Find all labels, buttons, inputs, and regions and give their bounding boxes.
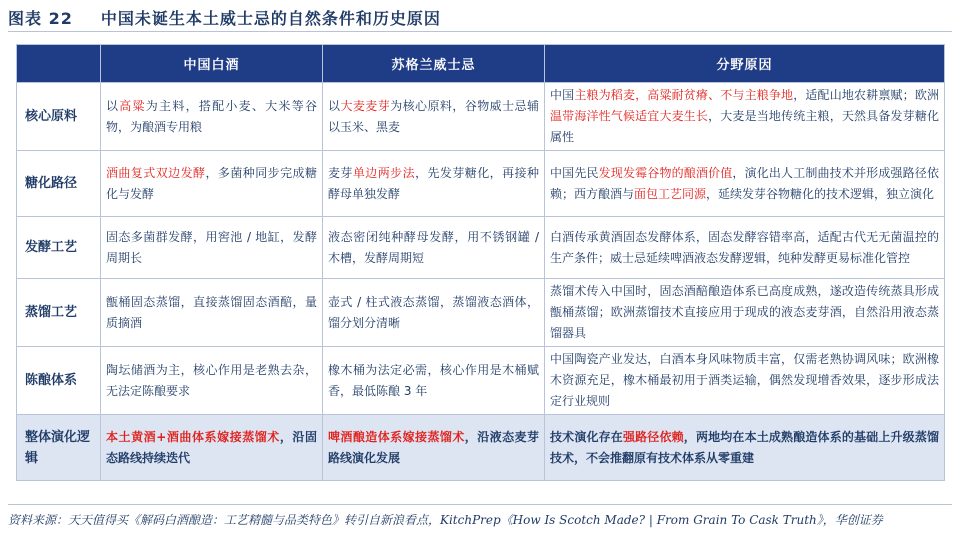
cell-text: 固态多菌群发酵，用窖池 / 地缸，发酵周期长 [106,229,317,265]
table-cell [545,83,945,151]
row-header: 陈酿体系 [17,347,101,415]
table-cell [545,415,945,481]
source-note: 资料来源：天天值得买《解码白酒酿造：工艺精髓与品类特色》转引自新浪看点，KitchPrep《How Is Scotch Made? | From Grain To Cask Truth》，华创证券 [8,504,952,531]
figure-title [8,4,952,32]
header-scotch: 苏格兰威士忌 [323,45,545,83]
cell-text: ，适配山地农耕禀赋；欧洲 [793,88,939,102]
row-header: 糖化路径 [17,151,101,217]
cell-text: 橡木桶为法定必需，核心作用是木桶赋香，最低陈酿 3 年 [328,362,539,398]
table-cell [101,151,323,217]
cell-text: 壶式 / 柱式液态蒸馏，蒸馏液态酒体，馏分划分清晰 [328,294,539,330]
cell-text: 液态密闭纯种酵母发酵，用不锈钢罐 / 木槽，发酵周期短 [328,229,539,265]
table-cell [101,83,323,151]
table-cell [101,217,323,279]
table-cell [323,279,545,347]
table-cell [101,347,323,415]
figure-title-text: 中国未诞生本土威士忌的自然条件和历史原因 [100,9,441,28]
row-header: 蒸馏工艺 [17,279,101,347]
highlight-text: 啤酒酿造体系嫁接蒸馏术 [328,429,465,444]
table-row [17,83,945,151]
cell-text: 以 [106,98,120,113]
cell-text: ，沿液态麦芽路线演化发展 [328,429,539,465]
highlight-text: 酒曲复式双边发酵 [106,165,206,180]
table-row [17,151,945,217]
highlight-text: 温带海洋性气候适宜大麦生长 [550,109,709,123]
cell-text: 麦芽 [328,165,353,180]
header-reason: 分野原因 [545,45,945,83]
cell-text: 中国 [550,88,575,102]
figure-number: 图表 22 [8,9,73,28]
cell-text: ，演化出人工制曲技术并形成强路径依赖；西方酿酒与 [550,165,939,201]
cell-text: 白酒传承黄酒固态发酵体系，固态发酵容错率高，适配古代无无菌温控的生产条件；威士忌延续啤酒液态发酵逻辑，纯种发酵更易标准化管控 [550,229,939,265]
table-cell [323,217,545,279]
highlight-text: 面包工艺同源 [634,186,707,201]
highlight-text: 高粱 [119,98,146,113]
cell-text: 甑桶固态蒸馏，直接蒸馏固态酒醅，量质摘酒 [106,294,317,330]
table-cell [545,151,945,217]
table-row [17,279,945,347]
cell-text: 技术演化存在 [550,429,623,444]
cell-text: ，多菌种同步完成糖化与发酵 [106,165,317,201]
highlight-text: 主粮为稻麦，高粱耐贫瘠、不与主粮争地 [574,88,794,102]
table-row [17,217,945,279]
comparison-table [16,44,945,481]
row-header: 整体演化逻辑 [17,415,101,481]
cell-text: ，大麦是当地传统主粮，天然具备发芽糖化属性 [550,109,939,144]
table-cell [545,347,945,415]
row-header: 发酵工艺 [17,217,101,279]
table-cell [323,347,545,415]
table-cell [323,83,545,151]
header-corner [17,45,101,83]
cell-text: 以 [328,98,341,113]
highlight-text: 本土黄酒+酒曲体系嫁接蒸馏术 [106,429,280,444]
cell-text: 为主料，搭配小麦、大米等谷物，为酿酒专用粮 [106,98,317,134]
cell-text: ，沿固态路线持续迭代 [106,429,317,465]
table-row [17,415,945,481]
header-baijiu: 中国白酒 [101,45,323,83]
table-cell [323,415,545,481]
table-cell [545,279,945,347]
row-header: 核心原料 [17,83,101,151]
table-cell [323,151,545,217]
cell-text: ，先发芽糖化，再接种酵母单独发酵 [328,165,539,201]
table-cell [545,217,945,279]
highlight-text: 强路径依赖 [622,429,684,444]
table-cell [101,415,323,481]
cell-text: 陶坛储酒为主，核心作用是老熟去杂，无法定陈酿要求 [106,362,317,398]
cell-text: ，两地均在本土成熟酿造体系的基础上升级蒸馏技术，不会推翻原有技术体系从零重建 [550,429,939,465]
table-row [17,347,945,415]
cell-text: 中国先民 [550,165,599,180]
cell-text: 蒸馏术传入中国时，固态酒醅酿造体系已高度成熟，遂改造传统蒸具形成甑桶蒸馏；欧洲蒸馏技术直接应用于现成的液态麦芽酒，自然沿用液态蒸馏器具 [550,284,939,340]
cell-text: 中国陶瓷产业发达，白酒本身风味物质丰富，仅需老熟协调风味；欧洲橡木资源充足，橡木桶最初用于酒类运输，偶然发现增香效果，逐步形成法定行业规则 [550,352,939,408]
cell-text: 为核心原料，谷物威士忌辅以玉米、黑麦 [328,98,539,134]
highlight-text: 发现发霉谷物的酿酒价值 [598,165,733,180]
table-header-row [17,45,945,83]
highlight-text: 单边两步法 [352,165,416,180]
highlight-text: 大麦麦芽 [340,98,391,113]
table-cell [101,279,323,347]
cell-text: ，延续发芽谷物糖化的技术逻辑，独立演化 [706,186,935,201]
